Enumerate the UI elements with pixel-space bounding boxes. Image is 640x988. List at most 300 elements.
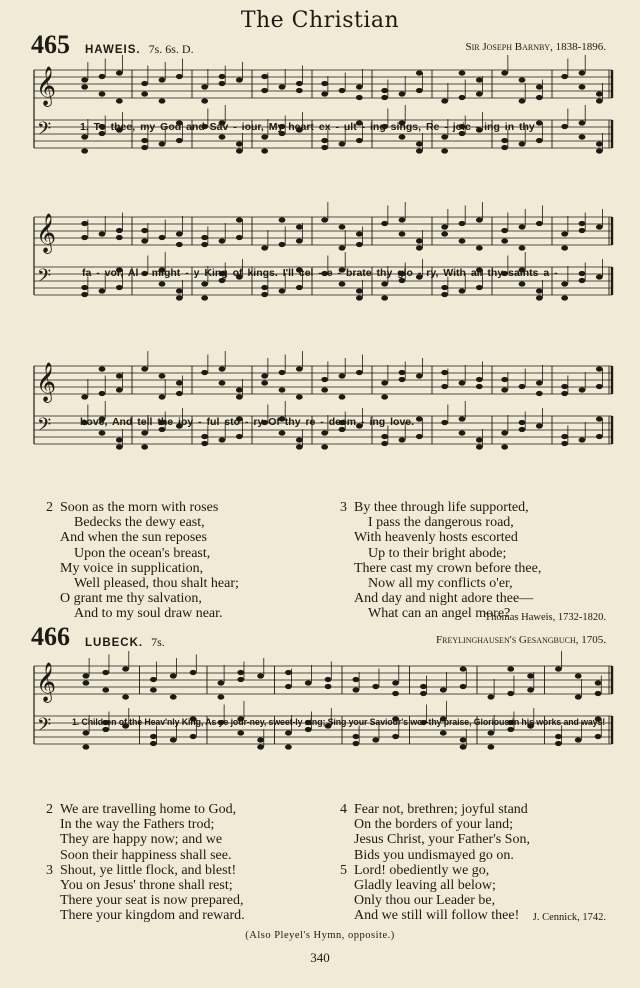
note-head [296,88,303,93]
note-head [441,224,448,229]
note-head [285,670,292,675]
page-number: 340 [310,950,330,965]
note-head [420,691,427,696]
note-head [99,91,106,96]
note-head [579,120,586,125]
note-head [201,242,208,247]
stanza-line: Gladly leaving all below; [354,878,496,894]
note-head [476,91,483,96]
note-head [392,691,399,696]
note-head [279,370,286,375]
stanza-line: By thee through life supported, [354,500,529,515]
note-head [476,285,483,290]
note-head [459,70,466,75]
note-head [561,384,568,389]
note-head [257,673,264,678]
hymn-number: 465 [31,30,70,59]
note-head [339,141,346,146]
note-head [460,744,467,749]
treble-clef: 𝄞 [36,213,57,253]
note-head [150,677,157,682]
note-head [476,217,483,222]
note-head [170,673,177,678]
note-head [536,95,543,100]
note-head [83,680,90,685]
note-head [339,245,346,250]
note-head [459,95,466,100]
note-head [501,145,508,150]
note-head [579,84,586,89]
note-head [159,141,166,146]
note-head [519,281,526,286]
note-head [519,384,526,389]
note-head [176,295,183,300]
note-head [150,687,157,692]
note-head [296,224,303,229]
stanza-line: They are happy now; and we [60,832,223,848]
note-head [441,148,448,153]
note-head [236,141,243,146]
note-head [99,430,106,435]
note-head [116,228,123,233]
note-head [176,380,183,385]
note-head [201,434,208,439]
note-head [237,677,244,682]
note-head [381,95,388,100]
stanza-line: Bedecks the dewy east, [74,515,205,531]
note-head [81,84,88,89]
note-head [575,737,582,742]
note-head [536,138,543,143]
stanza-line: Bids you undismayed go on. [354,847,514,863]
note-head [261,380,268,385]
note-head [561,245,568,250]
stanza-block [340,500,541,622]
stanza-line: And when the sun reposes [60,530,207,546]
note-head [321,217,328,222]
note-head [81,221,88,226]
note-head [536,380,543,385]
note-head [339,224,346,229]
lyric-line: 1. Children of the Heav'nly King, As ye jour-ney, sweet-ly sing; Sing your Saviour's wor-thy praise, Glorious in his works and ways! [72,717,606,727]
note-head [99,231,106,236]
note-head [501,377,508,382]
note-head [488,694,495,699]
note-head [399,437,406,442]
note-head [321,387,328,392]
verse-number: 4 [340,802,347,817]
note-head [536,84,543,89]
note-head [596,384,603,389]
note-head [501,444,508,449]
note-head [321,377,328,382]
note-head [372,684,379,689]
note-head [596,148,603,153]
note-head [476,437,483,442]
note-head [561,391,568,396]
note-head [116,70,123,75]
note-head [476,444,483,449]
note-head [279,242,286,247]
note-head [381,88,388,93]
note-head [159,77,166,82]
note-head [321,81,328,86]
note-head [488,744,495,749]
note-head [339,373,346,378]
note-head [150,741,157,746]
note-head [190,670,197,675]
note-head [159,373,166,378]
note-head [261,148,268,153]
note-head [353,734,360,739]
note-head [325,677,332,682]
stanza-line: Fear not, brethren; joyful stand [354,802,528,817]
note-head [519,98,526,103]
note-head [460,666,467,671]
stanza-line: O grant me thy salvation, [60,591,202,607]
note-head [507,666,514,671]
note-head [441,370,448,375]
note-head [459,416,466,421]
note-head [219,366,226,371]
note-head [81,394,88,399]
stanza-line: With heavenly hosts escorted [354,530,518,546]
note-head [116,235,123,240]
note-head [201,295,208,300]
note-head [141,145,148,150]
note-head [476,245,483,250]
note-head [236,148,243,153]
bass-clef: 𝄢 [37,415,52,440]
note-head [141,228,148,233]
note-head [219,134,226,139]
note-head [441,98,448,103]
note-head [83,730,90,735]
note-head [236,387,243,392]
verse-number: 2 [46,500,53,515]
note-head [392,734,399,739]
stanza-line: You on Jesus' throne shall rest; [60,878,233,894]
note-head [102,670,109,675]
note-head [561,74,568,79]
note-head [201,370,208,375]
note-head [356,138,363,143]
note-head [555,741,562,746]
note-head [296,81,303,86]
note-head [381,281,388,286]
meter: 7s. 6s. D. [148,42,194,56]
stanza-line: Up to their bright abode; [368,545,507,561]
note-head [459,288,466,293]
note-head [416,434,423,439]
stanza-line: Soon their happiness shall see. [60,847,232,863]
note-head [122,694,129,699]
note-head [236,394,243,399]
note-head [555,734,562,739]
note-head [381,221,388,226]
note-head [460,684,467,689]
note-head [372,737,379,742]
note-head [285,684,292,689]
note-head [201,281,208,286]
note-head [159,235,166,240]
note-head [176,242,183,247]
note-head [339,281,346,286]
hymn-number: 466 [31,622,70,651]
note-head [536,221,543,226]
note-head [596,98,603,103]
note-head [279,84,286,89]
note-head [141,238,148,243]
note-head [356,295,363,300]
note-head [416,141,423,146]
note-head [536,295,543,300]
treble-clef: 𝄞 [36,362,57,402]
note-head [141,430,148,435]
note-head [579,221,586,226]
note-head [460,737,467,742]
note-head [236,77,243,82]
note-head [116,444,123,449]
note-head [141,91,148,96]
note-head [416,148,423,153]
note-head [519,224,526,229]
note-head [279,217,286,222]
note-head [459,380,466,385]
note-head [440,687,447,692]
note-head [416,245,423,250]
note-head [501,238,508,243]
note-head [176,138,183,143]
note-head [279,430,286,435]
verse-number: 3 [46,862,53,878]
note-head [501,387,508,392]
stanza-line: In the way the Fathers trod; [60,817,215,833]
stanza-line: Only thou our Leader be, [354,893,496,909]
note-head [561,441,568,446]
note-head [399,231,406,236]
note-head [102,687,109,692]
author-credit: J. Cennick, 1742. [532,912,606,923]
note-head [416,238,423,243]
note-head [416,373,423,378]
note-head [81,148,88,153]
note-head [595,734,602,739]
note-head [190,734,197,739]
note-head [507,691,514,696]
stanza-line: Now all my conflicts o'er, [368,576,513,592]
note-head [381,295,388,300]
note-head [176,74,183,79]
note-head [441,384,448,389]
note-head [353,687,360,692]
note-head [261,134,268,139]
note-head [305,727,312,732]
note-head [116,373,123,378]
verse-number: 2 [46,802,53,817]
stanza-line: Jesus Christ, your Father's Son, [354,832,530,848]
note-head [81,134,88,139]
note-head [116,285,123,290]
note-head [219,437,226,442]
stanza-line: And to my soul draw near. [74,606,223,622]
note-head [321,145,328,150]
note-head [596,274,603,279]
note-head [261,292,268,297]
note-head [261,285,268,290]
note-head [219,74,226,79]
note-head [579,228,586,233]
stanza-block [340,802,530,924]
note-head [237,730,244,735]
hymn-466-header [31,622,70,652]
note-head [441,285,448,290]
note-head [381,434,388,439]
note-head [305,680,312,685]
note-head [561,295,568,300]
note-head [596,366,603,371]
note-head [339,394,346,399]
note-head [176,288,183,293]
note-head [507,727,514,732]
hymn-466-tune-line [85,633,165,651]
note-head [476,384,483,389]
note-head [476,77,483,82]
note-head [261,373,268,378]
stanza-line: There your kingdom and reward. [60,908,245,924]
note-head [201,441,208,446]
note-head [356,242,363,247]
note-head [279,387,286,392]
note-head [141,444,148,449]
note-head [219,238,226,243]
note-head [596,91,603,96]
note-head [519,245,526,250]
note-head [392,680,399,685]
note-head [519,427,526,432]
treble-clef: 𝄞 [36,662,57,702]
note-head [536,391,543,396]
stanza-line: We are travelling home to God, [60,802,237,817]
stanza-line: Lord! obediently we go, [354,862,490,878]
note-head [81,292,88,297]
note-head [356,288,363,293]
note-head [81,235,88,240]
note-head [596,141,603,146]
note-head [381,441,388,446]
note-head [261,245,268,250]
note-head [321,444,328,449]
stanza-line: Upon the ocean's breast, [74,545,211,561]
note-head [236,434,243,439]
note-head [150,734,157,739]
note-head [416,88,423,93]
note-head [81,77,88,82]
note-head [596,416,603,421]
note-head [219,81,226,86]
note-head [219,380,226,385]
stanza-line: I pass the dangerous road, [368,515,514,531]
note-head [257,737,264,742]
note-head [159,394,166,399]
note-head [579,278,586,283]
note-head [501,228,508,233]
note-head [356,370,363,375]
note-head [257,744,264,749]
tune-name: LUBECK. [85,637,144,649]
stanza-line: There your seat is now prepared, [60,893,244,909]
note-head [218,694,225,699]
note-head [102,727,109,732]
lyric-line: fa - vor, Al - might - y King of kings. I'll cel - e - brate thy glo - ry, With all thy saints a - [82,267,558,279]
note-head [141,81,148,86]
note-head [575,694,582,699]
note-head [83,744,90,749]
author-credit: Thomas Haweis, 1732-1820. [484,612,606,623]
tune-name: HAWEIS. [85,44,141,56]
note-head [296,437,303,442]
note-head [296,238,303,243]
note-head [459,430,466,435]
note-head [595,680,602,685]
stanza-block [46,500,239,622]
note-head [122,666,129,671]
note-head [459,221,466,226]
note-head [476,377,483,382]
stanza-line: My voice in supplication, [60,560,204,576]
note-head [459,238,466,243]
note-head [595,691,602,696]
note-head [596,434,603,439]
note-head [159,281,166,286]
bass-clef: 𝄢 [37,119,52,144]
note-head [561,281,568,286]
note-head [99,366,106,371]
note-head [519,141,526,146]
running-head: The Christian [240,8,400,33]
stanza-line: On the borders of your land; [354,817,514,833]
note-head [321,430,328,435]
note-head [321,138,328,143]
note-head [420,684,427,689]
stanza-line: What can an angel more? [368,606,511,622]
note-head [83,673,90,678]
footer-note: (Also Pleyel's Hymn, opposite.) [245,930,395,941]
note-head [501,138,508,143]
note-head [261,88,268,93]
note-head [561,124,568,129]
composer-credit: Sir Joseph Barnby, 1838-1896. [465,41,606,53]
note-head [501,430,508,435]
note-head [416,70,423,75]
note-head [353,741,360,746]
note-head [285,744,292,749]
note-head [176,391,183,396]
note-head [176,231,183,236]
note-head [141,138,148,143]
note-head [279,288,286,293]
note-head [353,677,360,682]
note-head [237,670,244,675]
note-head [356,231,363,236]
bass-clef: 𝄢 [37,715,52,740]
note-head [296,394,303,399]
note-head [356,95,363,100]
note-head [527,687,534,692]
lyric-line: 1. To thee, my God and Sav - iour, My heart ex - ult - ing sings, Re - joic - ing in thy [80,121,535,133]
treble-clef: 𝄞 [36,66,57,106]
note-head [99,74,106,79]
